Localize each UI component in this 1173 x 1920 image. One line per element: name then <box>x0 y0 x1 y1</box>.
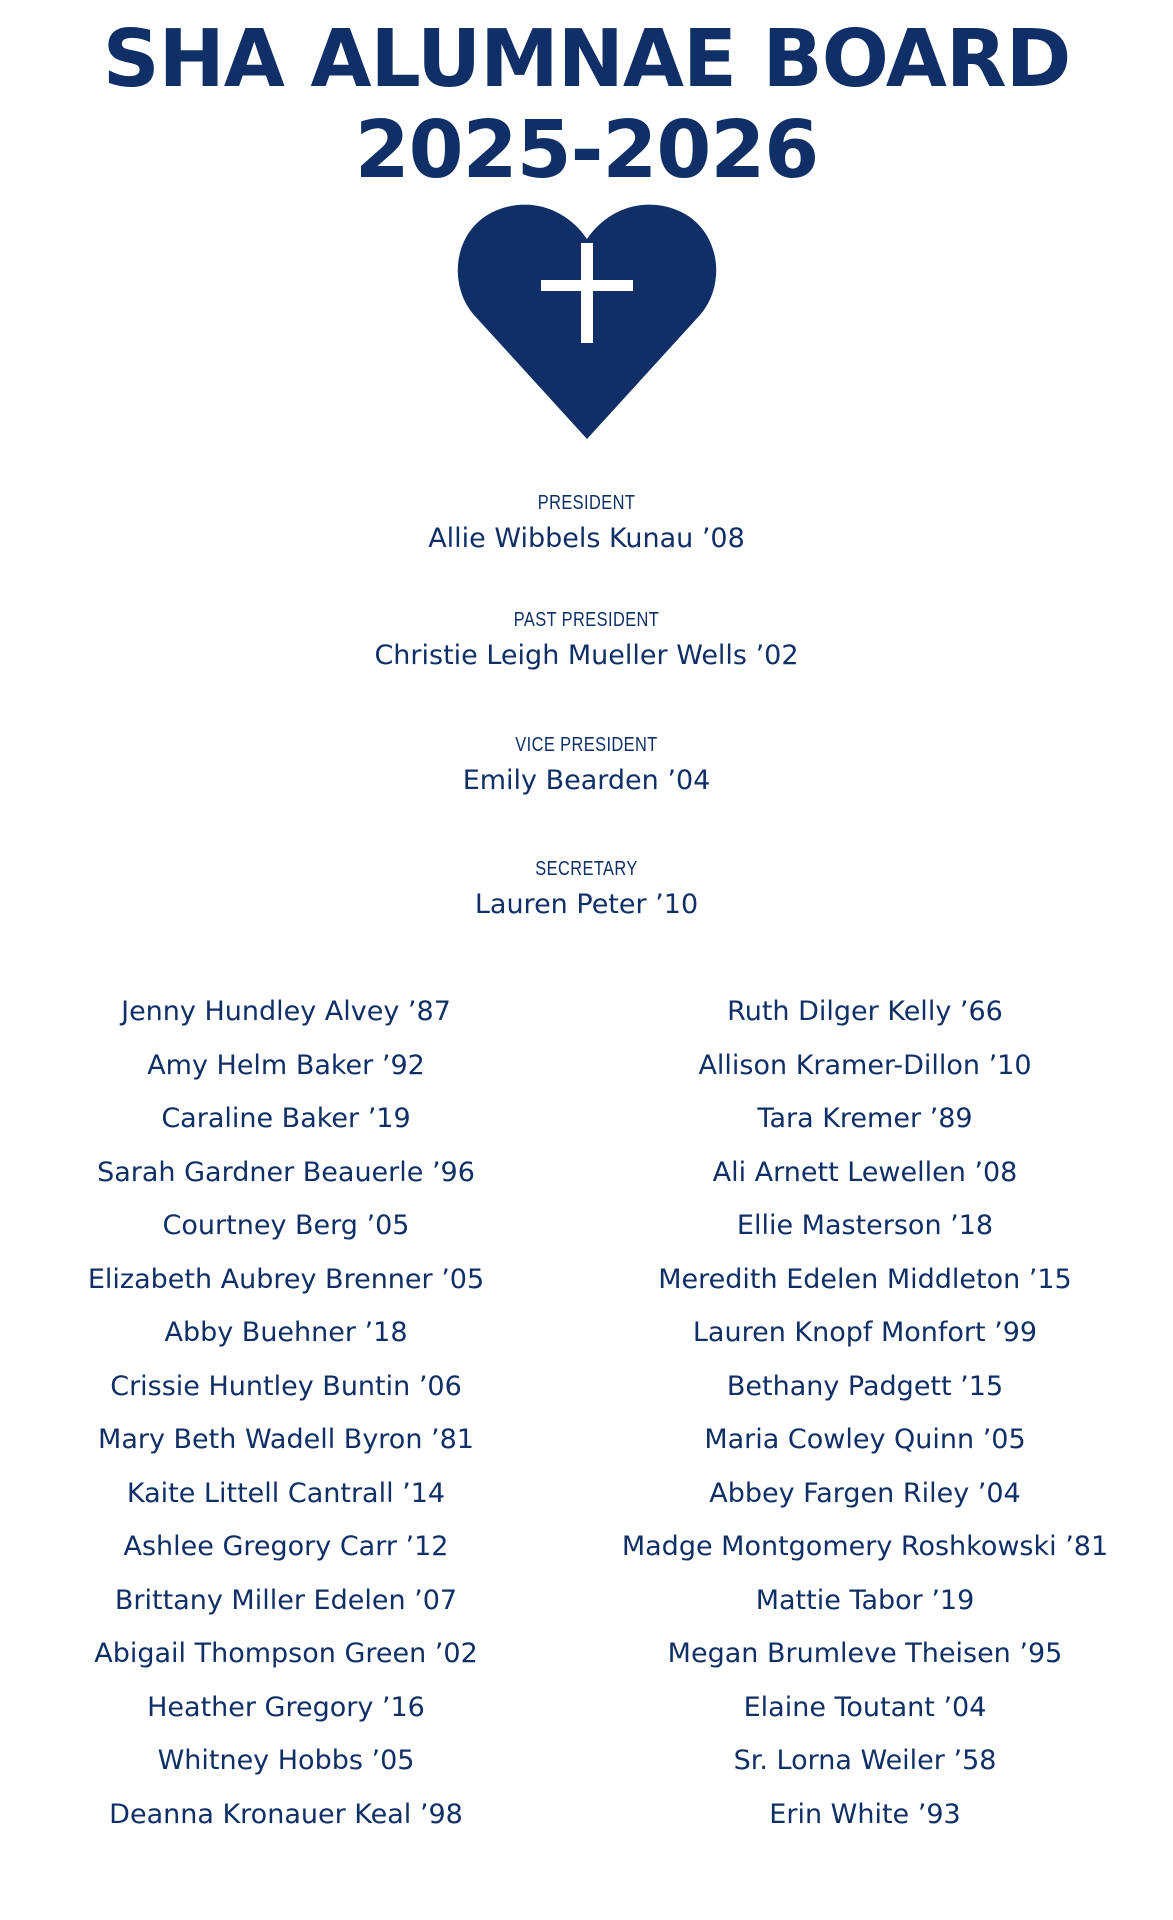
member-name: Ruth Dilger Kelly ’66 <box>727 996 1003 1027</box>
member-name: Jenny Hundley Alvey ’87 <box>121 996 451 1027</box>
member-name: Caraline Baker ’19 <box>161 1103 411 1134</box>
member-name: Ellie Masterson ’18 <box>736 1210 994 1241</box>
member-name: Lauren Knopf Monfort ’99 <box>692 1317 1038 1348</box>
member-name: Crissie Huntley Buntin ’06 <box>110 1370 462 1402</box>
member-name: Heather Gregory ’16 <box>147 1691 425 1723</box>
page-subtitle-years: 2025-2026 <box>354 104 819 196</box>
member-name: Erin White ’93 <box>769 1798 961 1830</box>
member-name: Abbey Fargen Riley ’04 <box>709 1477 1021 1509</box>
officer-name: Emily Bearden ’04 <box>462 765 711 796</box>
officer-secretary <box>0 859 1173 918</box>
members-list-right <box>615 985 1115 1841</box>
officer-role: PRESIDENT <box>537 492 636 514</box>
member-name: Kaite Littell Cantrall ’14 <box>126 1477 446 1509</box>
officer-name: Allie Wibbels Kunau ’08 <box>428 523 745 554</box>
officer-past-president <box>0 610 1173 669</box>
member-name: Allison Kramer-Dillon ’10 <box>698 1049 1032 1081</box>
member-name: Whitney Hobbs ’05 <box>157 1745 415 1776</box>
member-name: Amy Helm Baker ’92 <box>147 1049 425 1081</box>
members-list-left <box>66 985 506 1841</box>
member-name: Madge Montgomery Roshkowski ’81 <box>621 1531 1109 1562</box>
member-name: Ashlee Gregory Carr ’12 <box>123 1531 449 1562</box>
member-name: Tara Kremer ’89 <box>757 1103 973 1134</box>
officer-role: SECRETARY <box>535 858 638 880</box>
member-name: Brittany Miller Edelen ’07 <box>114 1584 458 1616</box>
officer-name: Lauren Peter ’10 <box>474 889 699 920</box>
member-name: Abby Buehner ’18 <box>164 1317 408 1348</box>
member-name: Elaine Toutant ’04 <box>743 1691 987 1723</box>
page-title: SHA ALUMNAE BOARD <box>102 13 1071 105</box>
heart-cross-icon <box>456 203 718 439</box>
member-name: Sr. Lorna Weiler ’58 <box>733 1745 997 1776</box>
member-name: Deanna Kronauer Keal ’98 <box>109 1798 463 1830</box>
member-name: Abigail Thompson Green ’02 <box>94 1638 478 1669</box>
member-name: Elizabeth Aubrey Brenner ’05 <box>87 1263 485 1295</box>
member-name: Megan Brumleve Theisen ’95 <box>667 1638 1063 1669</box>
member-name: Mattie Tabor ’19 <box>755 1584 975 1616</box>
officer-role: PAST PRESIDENT <box>513 609 660 631</box>
member-name: Bethany Padgett ’15 <box>726 1370 1004 1402</box>
member-name: Mary Beth Wadell Byron ’81 <box>98 1424 474 1455</box>
member-name: Ali Arnett Lewellen ’08 <box>712 1156 1018 1188</box>
member-name: Maria Cowley Quinn ’05 <box>704 1424 1026 1455</box>
member-name: Meredith Edelen Middleton ’15 <box>658 1263 1072 1295</box>
officer-role: VICE PRESIDENT <box>515 734 658 756</box>
officer-name: Christie Leigh Mueller Wells ’02 <box>374 640 799 671</box>
officer-vice-president <box>0 735 1173 794</box>
member-name: Sarah Gardner Beauerle ’96 <box>97 1156 475 1188</box>
member-name: Courtney Berg ’05 <box>162 1210 410 1241</box>
officer-president <box>0 493 1173 552</box>
